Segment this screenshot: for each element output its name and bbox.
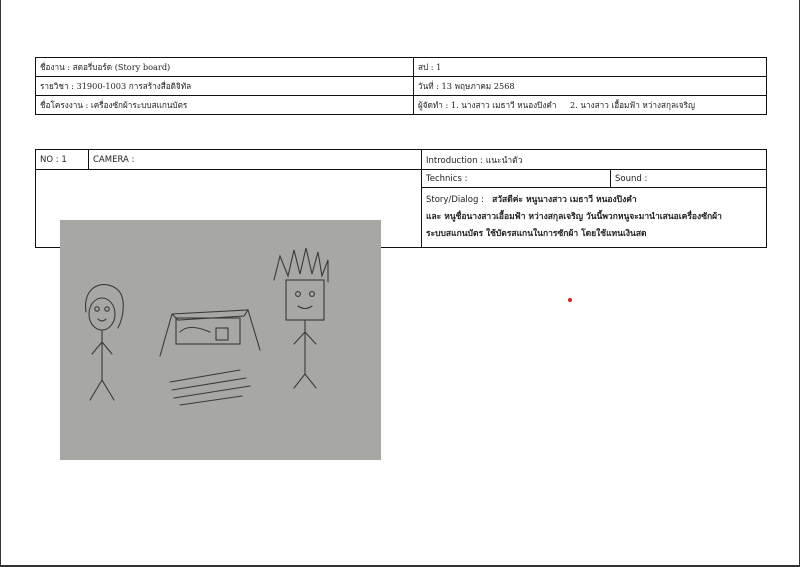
date-cell: วันที่ : 13 พฤษภาคม 2568 xyxy=(414,77,767,96)
sound-cell: Sound : xyxy=(611,170,767,188)
girl-leg-right xyxy=(102,380,114,400)
story-dialog-text-1: สวัสดีค่ะ หนูนางสาว เมธาวี หนองปิงคำ xyxy=(492,195,637,205)
hair-spikes xyxy=(274,248,328,282)
story-line-1 xyxy=(426,192,762,209)
info-row-subject xyxy=(36,77,767,96)
girl-mouth xyxy=(98,319,106,321)
scene-sketch xyxy=(60,220,381,460)
scene-number-cell: NO : 1 xyxy=(36,150,89,170)
project-name-cell: ชื่องาน : สตอรี่บอร์ด (Story board) xyxy=(36,58,414,77)
story-dialog-text-2: และ หนูชื่อนางสาวเอื้อมฟ้า หว่างสกุลเจริญ วันนี้พวกหนูจะมานำเสนอเครื่องซักผ้า xyxy=(426,212,722,222)
info-row-title xyxy=(36,96,767,115)
floor-line-4 xyxy=(180,396,242,405)
girl-eye-left xyxy=(95,307,99,311)
storyboard-header-row xyxy=(36,150,767,170)
maker-one: ผู้จัดทำ : 1. นางสาว เมธาวี หนองปิงคำ xyxy=(418,99,557,110)
cursor-marker-dot xyxy=(568,298,572,302)
scene-picture-cell xyxy=(36,170,422,248)
makers-cell xyxy=(414,96,767,115)
machine-card-slot xyxy=(216,328,228,340)
page-frame-left xyxy=(0,0,1,567)
boy-arm-right xyxy=(305,332,316,344)
boy-face xyxy=(286,280,324,320)
boy-leg-left xyxy=(294,374,305,388)
introduction-cell: Introduction : แนะนำตัว xyxy=(422,150,767,170)
story-dialog-cell xyxy=(422,188,767,248)
info-row-project xyxy=(36,58,767,77)
story-dialog-label: Story/Dialog : xyxy=(426,195,484,205)
project-info-table xyxy=(35,57,767,115)
maker-two: 2. นางสาว เอื้อมฟ้า หว่างสกุลเจริญ xyxy=(570,99,695,110)
girl-arm-left xyxy=(92,342,102,354)
project-title-cell: ชื่อโครงงาน : เครื่องซักผ้าระบบสแกนบัตร xyxy=(36,96,414,115)
boy-eye-left xyxy=(296,292,301,297)
boy-eye-right xyxy=(310,292,315,297)
sketch-drawing xyxy=(60,220,381,460)
boy-leg-right xyxy=(305,374,316,388)
technics-cell: Technics : xyxy=(422,170,611,188)
girl-face xyxy=(89,298,115,330)
girl-eye-right xyxy=(105,307,109,311)
machine-door xyxy=(180,327,210,332)
subject-cell: รายวิชา : 31900-1003 การสร้างสื่อดิจิทัล xyxy=(36,77,414,96)
story-dialog-text-3: ระบบสแกนบัตร ใช้บัตรสแกนในการซักผ้า โดยใช้แทนเงินสด xyxy=(426,229,647,239)
boy-mouth xyxy=(298,306,312,309)
boy-arm-left xyxy=(294,332,305,344)
week-cell: สป : 1 xyxy=(414,58,767,77)
girl-arm-right xyxy=(102,342,112,354)
technics-row xyxy=(36,170,767,188)
camera-cell: CAMERA : xyxy=(89,150,422,170)
storyboard-table xyxy=(35,149,767,248)
girl-leg-left xyxy=(90,380,102,400)
